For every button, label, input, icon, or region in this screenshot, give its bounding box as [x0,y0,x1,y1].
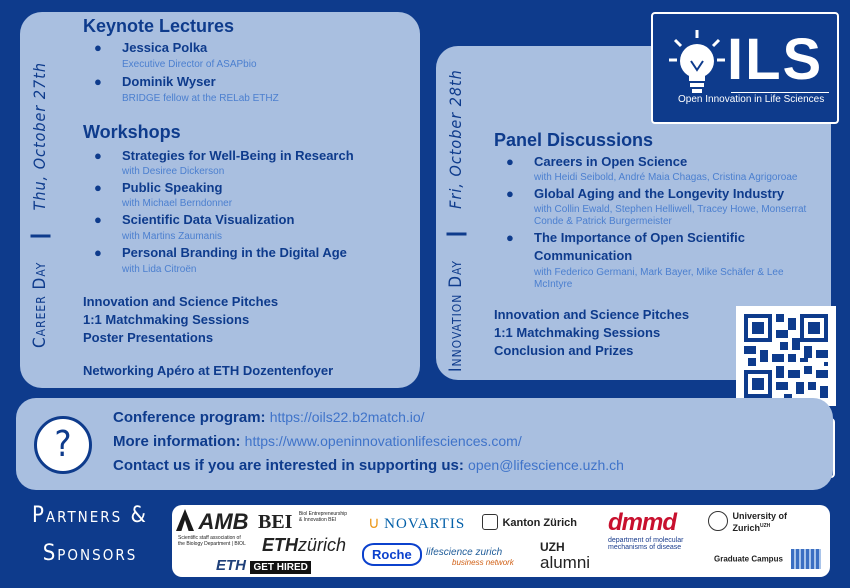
panel-name: Careers in Open Science [534,154,688,169]
workshop-desc: with Martins Zaumanis [122,231,223,242]
day1-extra-matchmaking: 1:1 Matchmaking Sessions [83,312,250,327]
dmmd-logo-sub: department of molecular [608,537,684,544]
amb-logo-mark [176,509,194,531]
keynote-item: ● Dominik Wyser [94,74,216,89]
workshop-item: ● Scientific Data Visualization [94,212,295,227]
career-day-vertical-label [30,62,50,348]
workshop-item: ● Personal Branding in the Digital Age [94,245,347,260]
contact-label: Contact us if you are interested in supporting us: [113,457,464,474]
ils-logo [651,12,839,124]
novartis-logo[interactable] [368,513,465,533]
lifescience-zurich-logo[interactable] [426,547,514,567]
amb-logo-sub: Scientific staff association of [178,535,241,541]
logo-tagline: Open Innovation in Life Sciences [678,94,825,105]
panel-item: ● Global Aging and the Longevity Industry [506,186,785,201]
day2-extra-matchmaking: 1:1 Matchmaking Sessions [494,325,661,340]
uzh-alumni-logo[interactable] [540,539,590,571]
bei-logo-sub: & Innovation BEI [298,517,337,523]
logo-underline [731,92,829,93]
bei-logo[interactable] [258,511,347,534]
panel-item: ● The Importance of Open Scientific [506,230,745,245]
amb-logo-text: AMB [198,509,249,534]
keynote-desc: Executive Director of ASAPbio [122,59,257,70]
amb-logo-sub: the Biology Department | BIOL [178,541,246,547]
more-info-link[interactable]: https://www.openinnovationlifesciences.com/ [244,433,522,449]
career-day-label: Career Day [30,261,50,348]
panel-name-cont: Communication [534,248,633,263]
networking-apero: Networking Apéro at ETH Dozentenfoyer [83,363,334,378]
eth-get-hired-text: GET HIRED [250,561,310,574]
partners-title [30,497,150,573]
uzh-seal-icon [708,511,728,531]
day1-extra-pitches: Innovation and Science Pitches [83,294,279,309]
panel-desc: with Collin Ewald, Stephen Helliwell, Tracey Howe, Monserrat [534,204,807,215]
panel-desc: with Federico Germani, Mark Bayer, Mike Schäfer & Lee [534,267,784,278]
eth-zurich-rest: zürich [298,535,347,555]
day1-extra-posters: Poster Presentations [83,330,214,345]
contact-line [113,457,624,474]
panel-name: The Importance of Open Scientific [534,230,745,245]
keynote-item: ● Jessica Polka [94,40,208,55]
keynote-desc: BRIDGE fellow at the RELab ETHZ [122,93,279,104]
keynote-name: Jessica Polka [122,40,208,55]
label-separator [31,235,51,238]
logo-text: ILS [727,27,824,92]
graduate-campus-logo[interactable] [714,549,821,569]
workshop-name: Public Speaking [122,180,223,195]
workshop-name: Scientific Data Visualization [122,212,295,227]
novartis-flame-icon: ∪ [368,515,380,532]
workshop-name: Strategies for Well-Being in Research [122,148,354,163]
qr-code[interactable] [736,306,836,406]
roche-logo[interactable] [362,543,422,566]
innovation-day-vertical-label [446,69,466,372]
panel-name: Global Aging and the Longevity Industry [534,186,785,201]
lightbulb-icon [667,28,727,98]
career-day-date: Thu, October 27th [30,62,49,211]
program-label: Conference program: [113,409,266,426]
eth-zurich-logo[interactable] [262,535,346,556]
workshop-desc: with Michael Berndonner [122,198,233,209]
uzh-alumni-line2: alumni [540,553,591,572]
kanton-crest-icon [482,514,498,530]
panel-desc: McIntyre [534,279,573,290]
workshop-item: ● Public Speaking [94,180,223,195]
graduate-campus-building-icon [791,549,821,569]
partners-title-line2: Sponsors [42,541,138,566]
uzh-alumni-line1: UZH [540,540,565,554]
sponsor-logos [172,505,830,577]
innovation-day-label: Innovation Day [446,259,466,372]
lifescience-text: lifescience zurich [426,547,503,558]
eth-zurich-bold: ETH [262,535,298,555]
keynote-name: Dominik Wyser [122,74,216,89]
kanton-zurich-text: Kanton Zürich [502,517,578,529]
kanton-zurich-logo[interactable] [482,513,577,531]
dmmd-logo[interactable] [608,509,683,551]
more-info-line [113,433,522,450]
workshop-desc: with Desiree Dickerson [122,166,225,177]
day2-extra-pitches: Innovation and Science Pitches [494,307,690,322]
uzh-logo-line1: University of [732,511,787,521]
dmmd-logo-sub: mechanisms of disease [608,544,682,551]
eth-get-hired-eth: ETH [216,557,246,574]
question-icon: ? [34,416,92,474]
workshops-title: Workshops [83,122,181,142]
roche-logo-text: Roche [362,543,422,566]
qr-code-graphic [736,306,836,406]
program-link[interactable]: https://oils22.b2match.io/ [269,409,425,425]
innovation-day-date: Fri, October 28th [446,69,465,209]
panel-desc: with Heidi Seibold, André Maia Chagas, Cristina Agrigoroae [534,172,798,183]
bei-logo-sub: Biol Entrepreneurship [298,511,348,517]
partners-title-line1: Partners & [32,503,148,528]
graduate-campus-text: Graduate Campus [714,554,783,564]
workshop-item: ● Strategies for Well-Being in Research [94,148,354,163]
uzh-logo-line2: Zurich [732,523,760,533]
novartis-logo-text: NOVARTIS [384,516,466,532]
day2-extra-prizes: Conclusion and Prizes [494,343,634,358]
label-separator [447,233,467,236]
bei-logo-text: BEI [258,511,293,533]
keynote-title: Keynote Lectures [83,16,235,36]
uzh-logo-sup: UZH [759,523,771,529]
uzh-logo[interactable] [708,511,787,533]
program-line [113,409,425,426]
amb-logo[interactable] [176,509,249,547]
lifescience-sub: business network [452,558,514,567]
more-info-label: More information: [113,433,241,450]
panel-desc: Conde & Patrick Burgermeister [534,216,672,227]
workshop-desc: with Lida Citroën [122,264,197,275]
dmmd-logo-text: dmmd [608,509,676,536]
contact-email-link[interactable]: open@lifescience.uzh.ch [468,457,624,473]
panel-discussions-title: Panel Discussions [494,130,654,150]
eth-get-hired-logo[interactable] [216,557,311,575]
workshop-name: Personal Branding in the Digital Age [122,245,347,260]
panel-item: ● Careers in Open Science [506,154,688,169]
